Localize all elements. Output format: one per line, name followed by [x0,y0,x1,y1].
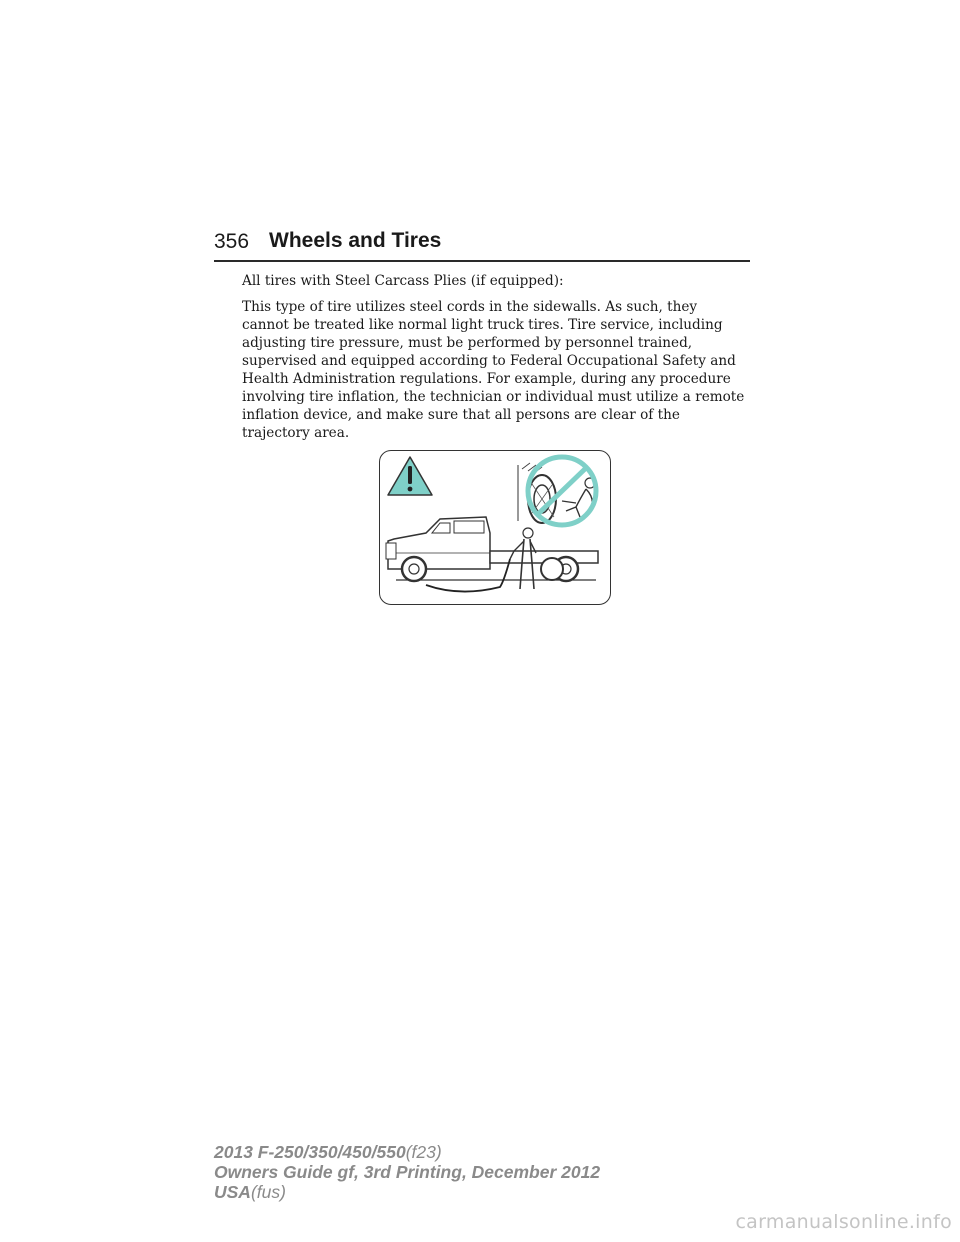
footer-region: USA [214,1182,251,1202]
footer-line-guide [214,1162,600,1182]
footer-region-code: (fus) [250,1182,286,1202]
warning-illustration [379,450,611,605]
paragraph-steel-carcass: This type of tire utilizes steel cords in the sidewalls. As such, they cannot be treated like normal light truck tires. Tire service, including adjusting tire pressure, must be performed by personnel trained, supervised and equipped according to Federal Occupational Safety and Health Administration regulations. For example, during any procedure involving tire inflation, the technician or individual must utilize a remote inflation device, and make sure that all persons are clear of the trajectory area. [242,299,745,441]
watermark: carmanualsonline.info [735,1211,952,1233]
footer-model: 2013 F-250/350/450/550 [214,1142,406,1162]
page-header [214,228,750,262]
footer-line-model [214,1142,600,1162]
illustration-svg [380,451,612,606]
footer-line-region [214,1182,600,1202]
paragraph-intro: All tires with Steel Carcass Plies (if equipped): [242,273,564,289]
body-text [242,272,747,442]
footer-guide: Owners Guide gf, 3rd Printing, December 2012 [214,1162,601,1182]
warning-triangle-icon [388,457,432,495]
footer-model-code: (f23) [405,1142,442,1162]
page-number: 356 [214,230,250,253]
document-footer [214,1142,600,1202]
section-title: Wheels and Tires [269,229,442,252]
